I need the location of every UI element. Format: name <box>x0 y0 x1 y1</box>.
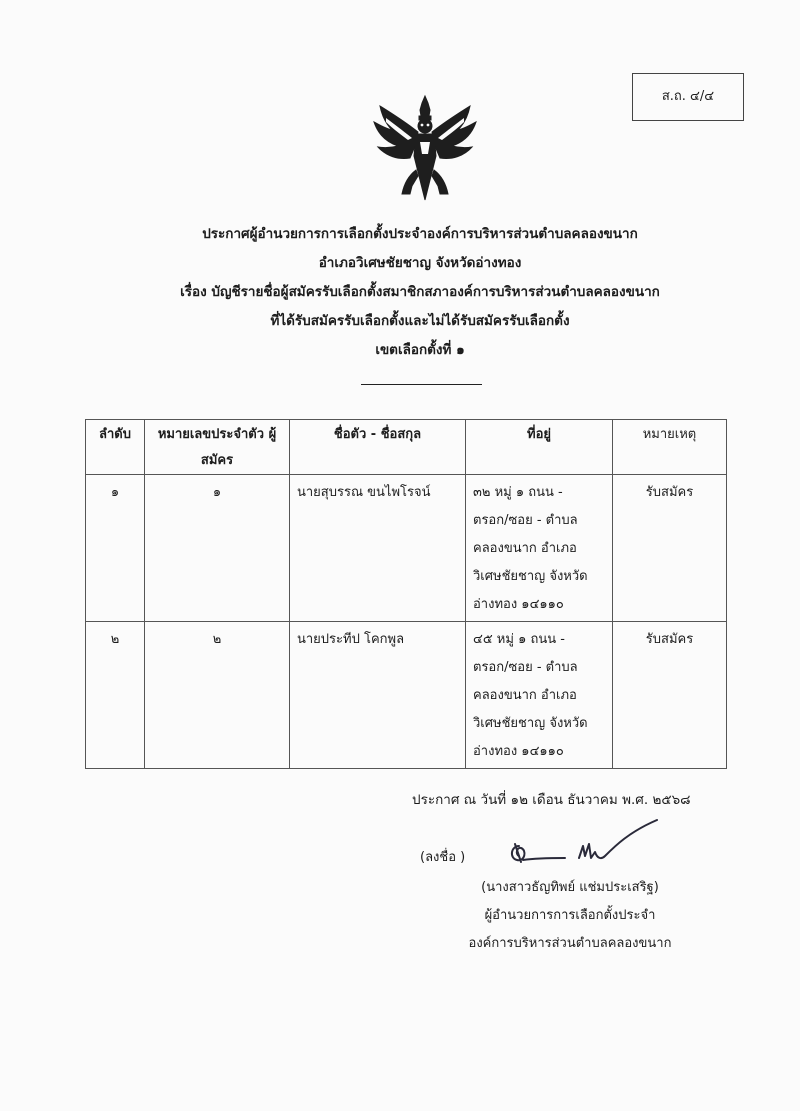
table-header-row <box>86 420 727 475</box>
address-line: วิเศษชัยชาญ จังหวัด <box>473 569 588 584</box>
handwritten-signature-icon <box>497 818 662 878</box>
cell-remark: รับสมัคร <box>613 622 727 769</box>
garuda-emblem-icon <box>372 94 478 202</box>
candidate-table <box>85 419 727 769</box>
header-candidate-number: หมายเลขประจำตัว ผู้สมัคร <box>145 420 290 475</box>
heading-divider <box>361 384 482 385</box>
cell-candidate-number: ๒ <box>145 622 290 769</box>
cell-name: นายประทีป โคกพูล <box>290 622 466 769</box>
form-code-box <box>632 73 744 121</box>
cell-remark: รับสมัคร <box>613 475 727 622</box>
cell-order: ๒ <box>86 622 145 769</box>
heading-line-authority: ประกาศผู้อำนวยการการเลือกตั้งประจำองค์การบริหารส่วนตำบลคลองขนาก <box>202 226 638 242</box>
announcement-date: ประกาศ ณ วันที่ ๑๒ เดือน ธันวาคม พ.ศ. ๒๕๖๘ <box>412 792 691 808</box>
address-line: ๓๒ หมู่ ๑ ถนน - <box>473 485 563 500</box>
cell-order: ๑ <box>86 475 145 622</box>
cell-address <box>466 622 613 769</box>
heading-line-constituency: เขตเลือกตั้งที่ ๑ <box>375 342 465 358</box>
table-row <box>86 622 727 769</box>
announcement-heading <box>100 220 740 365</box>
address-line: ตรอก/ซอย - ตำบล <box>473 513 578 528</box>
address-line: ตรอก/ซอย - ตำบล <box>473 660 578 675</box>
address-line: ๔๕ หมู่ ๑ ถนน - <box>473 632 565 647</box>
signatory-title: ผู้อำนวยการการเลือกตั้งประจำ <box>484 908 656 923</box>
signatory-block <box>420 874 720 958</box>
cell-name: นายสุบรรณ ขนไพโรจน์ <box>290 475 466 622</box>
header-remark: หมายเหตุ <box>613 420 727 475</box>
header-order: ลำดับ <box>86 420 145 475</box>
signatory-name: (นางสาวธัญทิพย์ แช่มประเสริฐ) <box>481 880 659 895</box>
header-name: ชื่อตัว - ชื่อสกุล <box>290 420 466 475</box>
heading-line-subject-cont: ที่ได้รับสมัครรับเลือกตั้งและไม่ได้รับสมัครรับเลือกตั้ง <box>270 313 570 329</box>
signature-label: (ลงชื่อ ) <box>420 850 466 865</box>
address-line: คลองขนาก อำเภอ <box>473 688 577 703</box>
cell-candidate-number: ๑ <box>145 475 290 622</box>
address-line: วิเศษชัยชาญ จังหวัด <box>473 716 588 731</box>
address-line: คลองขนาก อำเภอ <box>473 541 577 556</box>
heading-line-district: อำเภอวิเศษชัยชาญ จังหวัดอ่างทอง <box>318 255 522 271</box>
table-row <box>86 475 727 622</box>
cell-address <box>466 475 613 622</box>
address-line: อ่างทอง ๑๔๑๑๐ <box>473 744 564 759</box>
form-code: ส.ถ. ๔/๔ <box>661 89 715 104</box>
signatory-organization: องค์การบริหารส่วนตำบลคลองขนาก <box>468 936 672 951</box>
heading-line-subject: เรื่อง บัญชีรายชื่อผู้สมัครรับเลือกตั้งสมาชิกสภาองค์การบริหารส่วนตำบลคลองขนาก <box>180 284 660 300</box>
header-address: ที่อยู่ <box>466 420 613 475</box>
address-line: อ่างทอง ๑๔๑๑๐ <box>473 597 564 612</box>
